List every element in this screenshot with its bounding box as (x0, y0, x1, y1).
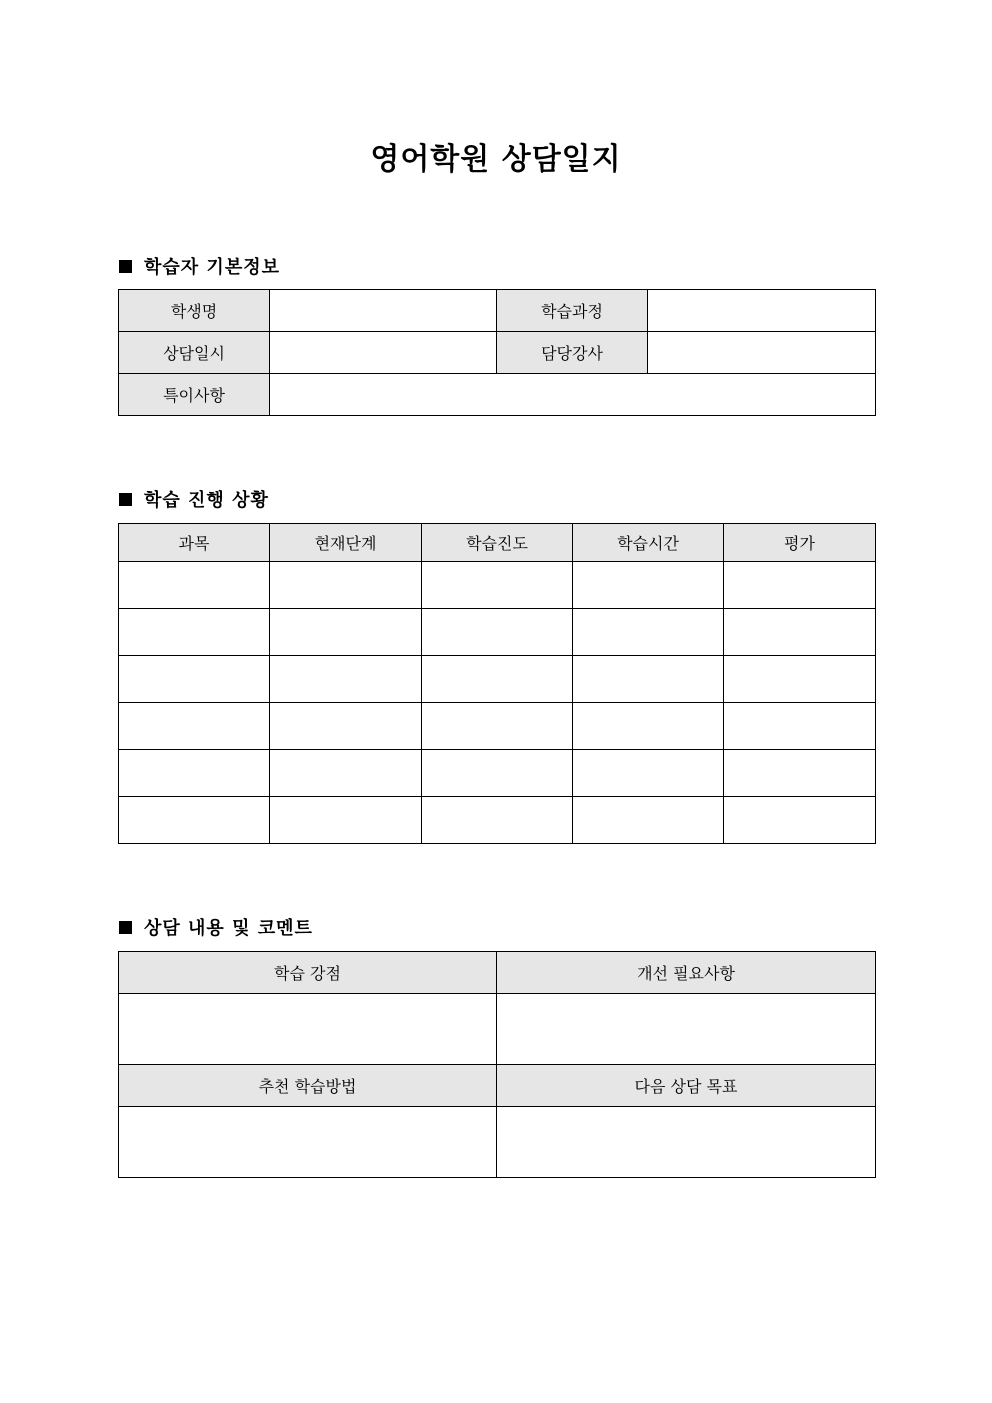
table-row (119, 609, 876, 656)
table-cell[interactable] (573, 797, 724, 844)
table-cell[interactable] (119, 656, 270, 703)
table-cell[interactable] (119, 562, 270, 609)
table-cell[interactable] (119, 609, 270, 656)
table-cell[interactable] (724, 797, 876, 844)
label-course: 학습과정 (497, 290, 648, 332)
label-next-goal: 다음 상담 목표 (497, 1065, 876, 1107)
table-cell[interactable] (270, 656, 422, 703)
section-heading-basic-info (119, 253, 280, 279)
field-consult-date[interactable] (270, 332, 497, 374)
table-cell[interactable] (270, 609, 422, 656)
table-cell[interactable] (422, 562, 573, 609)
field-next-goal[interactable] (497, 1107, 876, 1178)
section-heading-comments (119, 914, 313, 940)
label-student-name: 학생명 (119, 290, 270, 332)
table-row (119, 750, 876, 797)
label-consult-date: 상담일시 (119, 332, 270, 374)
table-cell[interactable] (270, 703, 422, 750)
table-cell[interactable] (573, 656, 724, 703)
label-teacher: 담당강사 (497, 332, 648, 374)
table-cell[interactable] (270, 797, 422, 844)
table-cell[interactable] (422, 609, 573, 656)
table-cell[interactable] (573, 703, 724, 750)
square-bullet-icon (119, 493, 132, 506)
table-cell[interactable] (422, 797, 573, 844)
table-row (119, 797, 876, 844)
table-row (119, 656, 876, 703)
table-cell[interactable] (270, 562, 422, 609)
label-improvements: 개선 필요사항 (497, 952, 876, 994)
table-cell[interactable] (119, 703, 270, 750)
table-cell[interactable] (724, 562, 876, 609)
table-cell[interactable] (724, 703, 876, 750)
section-heading-text: 학습 진행 상황 (144, 490, 269, 511)
progress-table (118, 523, 876, 844)
comment-table (118, 951, 876, 1178)
square-bullet-icon (119, 921, 132, 934)
table-row (119, 703, 876, 750)
page-title: 영어학원 상담일지 (370, 142, 622, 177)
square-bullet-icon (119, 260, 132, 273)
table-cell[interactable] (422, 703, 573, 750)
table-cell[interactable] (119, 750, 270, 797)
label-strengths: 학습 강점 (119, 952, 497, 994)
section-heading-progress (119, 486, 269, 512)
section-heading-text: 상담 내용 및 코멘트 (144, 918, 313, 939)
column-header-subject: 과목 (119, 524, 270, 562)
field-student-name[interactable] (270, 290, 497, 332)
field-course[interactable] (648, 290, 876, 332)
basic-info-table (118, 289, 876, 416)
field-improvements[interactable] (497, 994, 876, 1065)
field-strengths[interactable] (119, 994, 497, 1065)
field-teacher[interactable] (648, 332, 876, 374)
column-header-study-time: 학습시간 (573, 524, 724, 562)
label-recommended-method: 추천 학습방법 (119, 1065, 497, 1107)
table-cell[interactable] (724, 656, 876, 703)
column-header-evaluation: 평가 (724, 524, 876, 562)
table-cell[interactable] (422, 750, 573, 797)
table-cell[interactable] (573, 750, 724, 797)
table-row (119, 562, 876, 609)
table-cell[interactable] (724, 750, 876, 797)
field-notes[interactable] (270, 374, 876, 416)
column-header-progress: 학습진도 (422, 524, 573, 562)
label-notes: 특이사항 (119, 374, 270, 416)
field-recommended-method[interactable] (119, 1107, 497, 1178)
table-cell[interactable] (724, 609, 876, 656)
table-cell[interactable] (573, 609, 724, 656)
section-heading-text: 학습자 기본정보 (144, 257, 280, 278)
column-header-current-level: 현재단계 (270, 524, 422, 562)
table-cell[interactable] (573, 562, 724, 609)
table-cell[interactable] (270, 750, 422, 797)
table-cell[interactable] (119, 797, 270, 844)
table-cell[interactable] (422, 656, 573, 703)
